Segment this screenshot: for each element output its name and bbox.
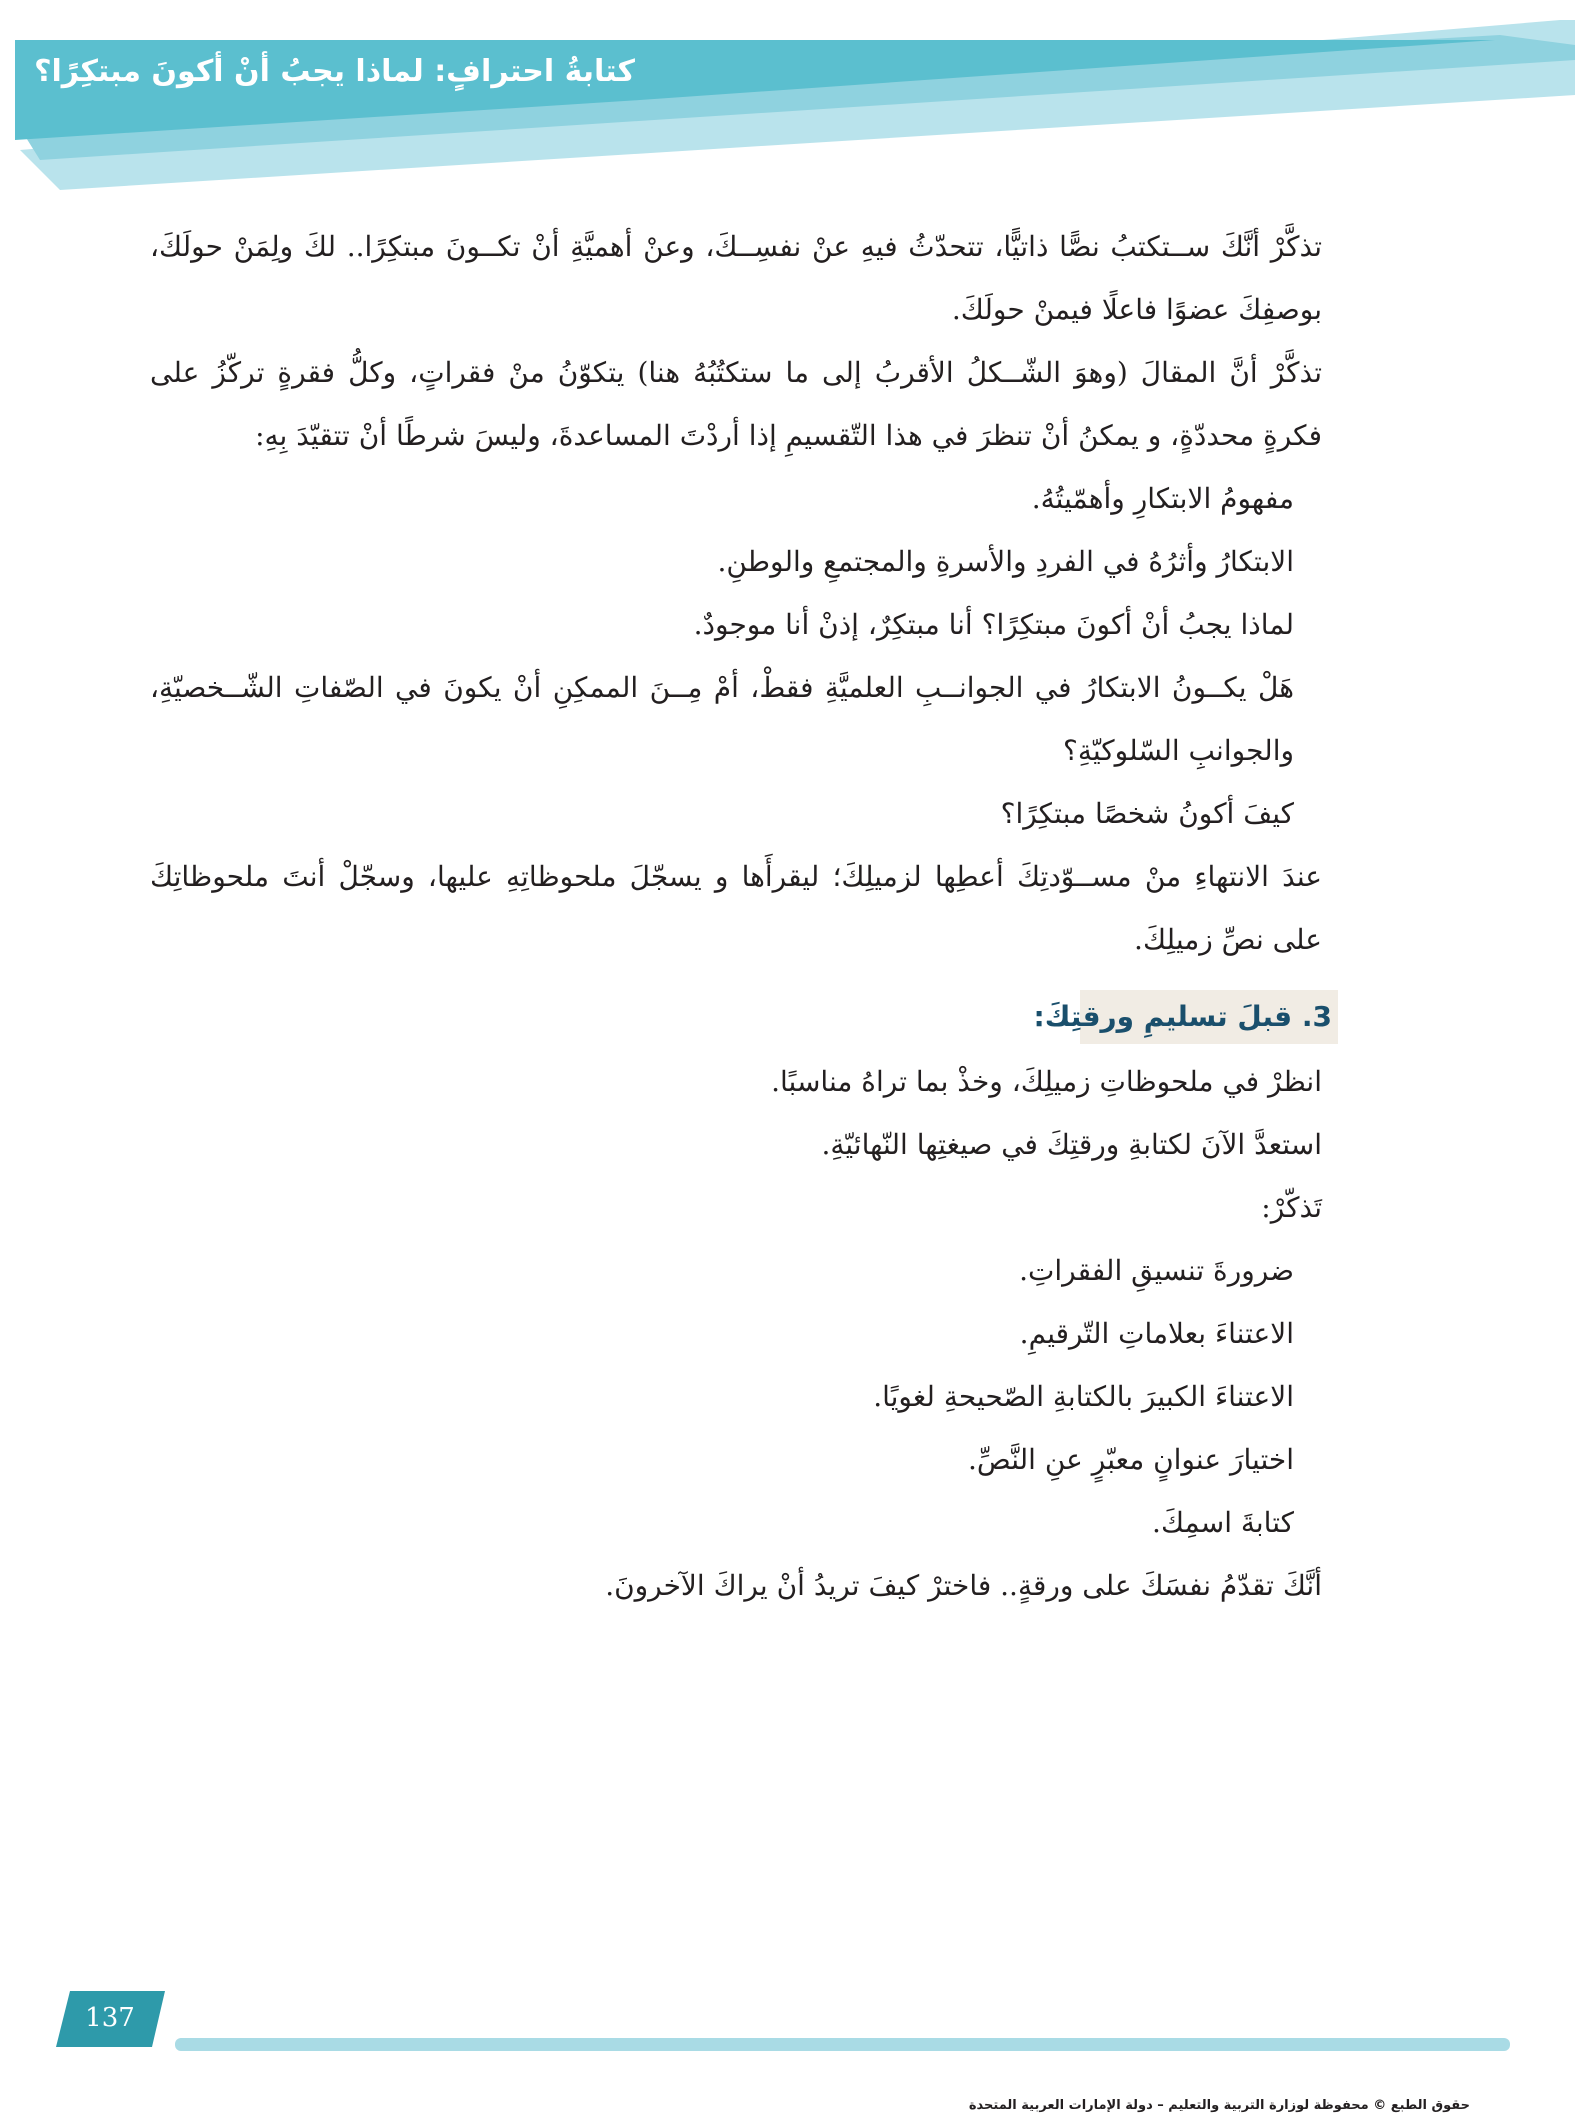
paragraph-peer-review: عندَ الانتهاءِ منْ مســوّدتِكَ أعطِها لزميلِكَ؛ ليقرأَها و يسجّلَ ملحوظاتِهِ عليها، وسجّلْ أنتَ ملحوظاتِكَ على نصِّ زميلِكَ. [150,860,1322,956]
copyright-notice: حقوق الطبع © محفوظة لوزارة التربية والتعليم – دولة الإمارات العربية المتحدة [968,2098,1470,2113]
paragraph-structure: تذكَّرْ أنَّ المقالَ (وهوَ الشّــكلُ الأقربُ إلى ما ستكتُبُهُ هنا) يتكوّنُ منْ فقراتٍ، وكلُّ فقرةٍ تركّزُ على فكرةٍ محددّةٍ، و يمكنُ أنْ تنظرَ في هذا التّقسيمِ إذا أردْتَ المساعدةَ، وليسَ شرطًا أنْ تتقيّدَ بِهِ: [150,356,1322,452]
list-item: مفهومُ الابتكارِ وأهمّيتُهُ. [1031,482,1294,515]
instruction-line: انظرْ في ملحوظاتِ زميلِكَ، وخذْ بما تراهُ مناسبًا. [771,1065,1322,1098]
checklist-item: ضرورةَ تنسيقِ الفقراتِ. [1019,1254,1294,1287]
section-content [500,1050,1322,1617]
closing-line: أنَّكَ تقدّمُ نفسَكَ على ورقةٍ.. فاخترْ كيفَ تريدُ أنْ يراكَ الآخرونَ. [605,1569,1322,1602]
checklist-item: اختيارَ عنوانٍ معبّرٍ عنِ النَّصِّ. [968,1443,1294,1476]
page-number: 137 [85,2003,135,2033]
main-text [150,215,1322,971]
paragraph-intro: تذكَّرْ أنَّكَ ســتكتبُ نصًّا ذاتيًّا، تتحدّثُ فيهِ عنْ نفسِــكَ، وعنْ أهميَّةِ أنْ تكــونَ مبتكِرًا.. لكَ ولِمَنْ حولَكَ، بوصفِكَ عضوًا فاعلًا فيمنْ حولَكَ. [150,230,1322,326]
section-heading: 3. قبلَ تسليمِ ورقتِكَ: [1080,990,1338,1044]
instruction-line: استعدَّ الآنَ لكتابةِ ورقتِكَ في صيغتِها النّهائيّةِ. [821,1128,1322,1161]
checklist-item: الاعتناءَ الكبيرَ بالكتابةِ الصّحيحةِ لغويًا. [873,1380,1294,1413]
list-item: هَلْ يكــونُ الابتكارُ في الجوانــبِ العلميَّةِ فقطْ، أمْ مِــنَ الممكِنِ أنْ يكونَ في الصّفاتِ الشّــخصيّةِ، والجوانبِ السّلوكيّةِ؟ [150,671,1294,767]
footer-bar [0,1985,1575,2065]
list-item: كيفَ أكونُ شخصًا مبتكِرًا؟ [1000,797,1294,830]
checklist-item: كتابةَ اسمِكَ. [1152,1506,1294,1539]
list-item: لماذا يجبُ أنْ أكونَ مبتكِرًا؟ أنا مبتكِرٌ، إذنْ أنا موجودٌ. [693,608,1294,641]
list-item: الابتكارُ وأثرُهُ في الفردِ والأسرةِ والمجتمعِ والوطنِ. [717,545,1294,578]
checklist-item: الاعتناءَ بعلاماتِ التّرقيمِ. [1019,1317,1294,1350]
header-banner [0,0,1575,200]
remember-label: تَذكّرْ: [1261,1191,1322,1224]
page-title: كتابةُ احترافٍ: لماذا يجبُ أنْ أكونَ مبتكِرًا؟ [34,54,635,89]
footer-line [175,2038,1510,2051]
